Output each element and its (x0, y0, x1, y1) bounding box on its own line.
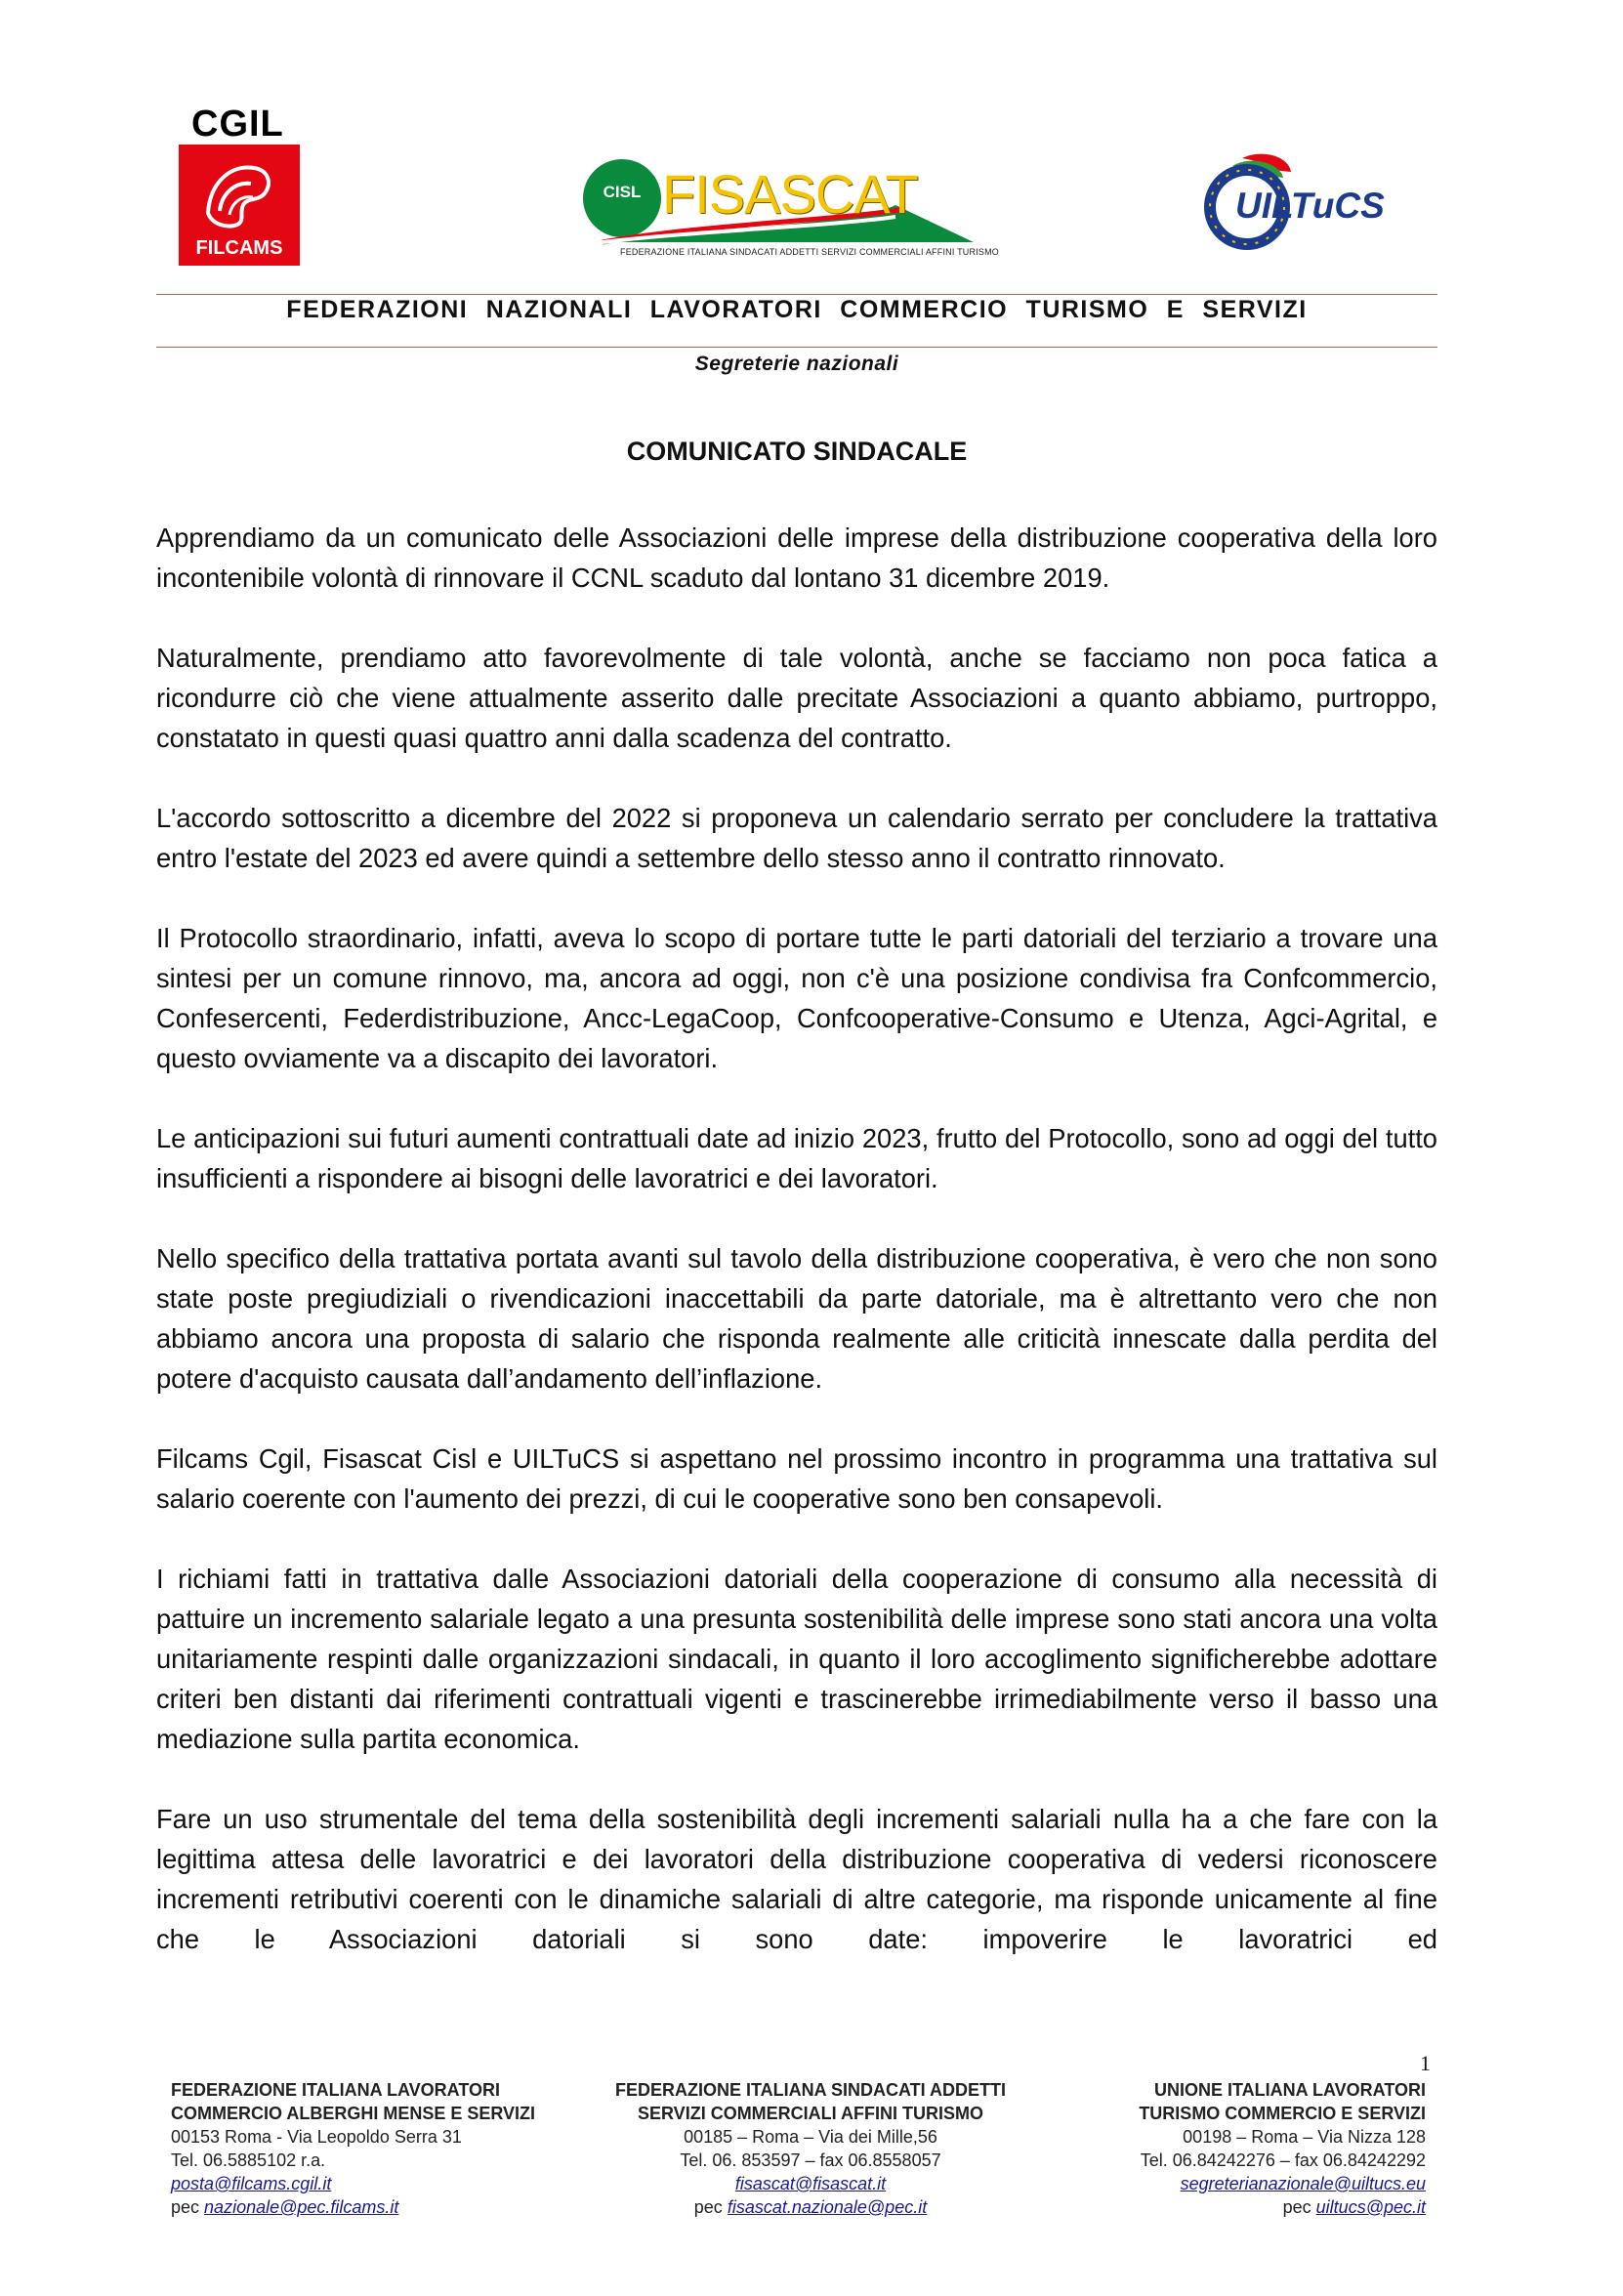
cgil-logo-text: CGIL (191, 104, 284, 145)
paragraph: I richiami fatti in trattativa dalle Associazioni datoriali della cooperazione di consumo alla necessità di pattuire un incremento salariale legato a una presunta sostenibilità delle imprese sono stati ancora una volta unitariamente respinti dalle organizzazioni sindacali, in quanto il loro accoglimento significherebbe adottare criteri ben distanti dai riferimenti contrattuali vigenti e trascinerebbe irrimediabilmente verso il basso una mediazione sulla partita economica. (156, 1564, 1437, 1754)
footer-org-title: FEDERAZIONE ITALIANA SINDACATI ADDETTI (615, 2080, 1006, 2100)
page-number: 1 (1420, 2051, 1431, 2075)
filcams-emblem-icon (200, 154, 278, 232)
fisascat-logo-subtitle: FEDERAZIONE ITALIANA SINDACATI ADDETTI SERVIZI COMMERCIALI AFFINI TURISMO (620, 247, 999, 257)
filcams-logo-text: FILCAMS (195, 237, 283, 259)
footer-email-link[interactable]: posta@filcams.cgil.it (171, 2174, 332, 2193)
footer-uiltucs (1025, 2078, 1426, 2219)
footer-email-link[interactable]: segreterianazionale@uiltucs.eu (1180, 2174, 1426, 2193)
document-title: COMUNICATO SINDACALE (626, 437, 968, 466)
cisl-badge-text: CISL (603, 183, 642, 201)
footer-phone: Tel. 06.5885102 r.a. (171, 2150, 326, 2170)
paragraph: Fare un uso strumentale del tema della sostenibilità degli incrementi salariali nulla ha a che fare con la legittima attesa delle lavoratrici e dei lavoratori della distribuzione cooperativa di vedersi riconoscere incrementi retributivi coerenti con le dinamiche salariali di altre categorie, ma risponde unicamente al fine che le Associazioni datoriali si sono date: impoverire le lavoratrici ed (156, 1804, 1437, 1954)
footer-fisascat (566, 2078, 1055, 2219)
header-rule-bottom (156, 347, 1437, 348)
paragraph: Nello specifico della trattativa portata avanti sul tavolo della distribuzione cooperativa, è vero che non sono state poste pregiudiziali o rivendicazioni inaccettabili da parte datoriale, ma è altrettanto vero che non abbiamo ancora una proposta di salario che risponda realmente alle criticità innescate dalla perdita del potere d'acquisto causata dall’andamento dell’inflazione. (156, 1243, 1437, 1394)
filcams-logo (179, 145, 300, 266)
footer-address: 00185 – Roma – Via dei Mille,56 (684, 2127, 937, 2147)
footer-pec-link[interactable]: nazionale@pec.filcams.it (204, 2197, 399, 2217)
footer-org-title: SERVIZI COMMERCIALI AFFINI TURISMO (638, 2104, 983, 2123)
footer-phone: Tel. 06. 853597 – fax 06.8558057 (680, 2150, 941, 2170)
header-rule-top (156, 294, 1437, 295)
footer-pec-link[interactable]: fisascat.nazionale@pec.it (727, 2197, 928, 2217)
footer-pec-label: pec (693, 2197, 723, 2217)
footer-org-title: UNIONE ITALIANA LAVORATORI (1154, 2080, 1426, 2100)
footer-address: 00198 – Roma – Via Nizza 128 (1183, 2127, 1426, 2147)
paragraph: Naturalmente, prendiamo atto favorevolmente di tale volontà, anche se facciamo non poca fatica a ricondurre ciò che viene attualmente asserito dalle precitate Associazioni a quanto abbiamo, purtroppo, constatato in questi quasi quattro anni dalla scadenza del contratto. (156, 643, 1437, 753)
document-body (156, 518, 1437, 1999)
footer-phone: Tel. 06.84242276 – fax 06.84242292 (1140, 2150, 1426, 2170)
fisascat-logo-text: FISASCAT (662, 163, 918, 225)
footer-email-link[interactable]: fisascat@fisascat.it (734, 2174, 887, 2193)
paragraph: Apprendiamo da un comunicato delle Associazioni delle imprese della distribuzione cooperativa della loro incontenibile volontà di rinnovare il CCNL scaduto dal lontano 31 dicembre 2019. (156, 522, 1437, 593)
footer-pec-link[interactable]: uiltucs@pec.it (1315, 2197, 1426, 2217)
footer-org-title: COMMERCIO ALBERGHI MENSE E SERVIZI (171, 2104, 536, 2123)
paragraph: Le anticipazioni sui futuri aumenti contrattuali date ad inizio 2023, frutto del Protocollo, sono ad oggi del tutto insufficienti a rispondere ai bisogni delle lavoratrici e dei lavoratori. (156, 1123, 1437, 1193)
paragraph: L'accordo sottoscritto a dicembre del 2022 si proponeva un calendario serrato per concludere la trattativa entro l'estate del 2023 ed avere quindi a settembre dello stesso anno il contratto rinnovato. (156, 803, 1437, 873)
footer-filcams (171, 2078, 591, 2219)
uiltucs-logo-text: UILTuCS (1235, 186, 1385, 226)
footer-org-title: FEDERAZIONE ITALIANA LAVORATORI (171, 2080, 500, 2100)
paragraph: Filcams Cgil, Fisascat Cisl e UILTuCS si aspettano nel prossimo incontro in programma una trattativa sul salario coerente con l'aumento dei prezzi, di cui le cooperative sono ben consapevoli. (156, 1443, 1437, 1514)
footer-pec-label: pec (1282, 2197, 1311, 2217)
footer-org-title: TURISMO COMMERCIO E SERVIZI (1139, 2104, 1426, 2123)
segreterie-subheading: Segreterie nazionali (694, 353, 899, 375)
footer-pec-label: pec (171, 2197, 200, 2217)
federazioni-heading: FEDERAZIONI NAZIONALI LAVORATORI COMMERCIO TURISMO E SERVIZI (286, 296, 1308, 323)
paragraph: Il Protocollo straordinario, infatti, aveva lo scopo di portare tutte le parti datoriali del terziario a trovare una sintesi per un comune rinnovo, ma, ancora ad oggi, non c'è una posizione condivisa fra Confcommercio, Confesercenti, Federdistribuzione, Ancc-LegaCoop, Confcooperative-Consumo e Utenza, Agci-Agrital, e questo ovviamente va a discapito dei lavoratori. (156, 923, 1437, 1073)
footer-address: 00153 Roma - Via Leopoldo Serra 31 (171, 2127, 462, 2147)
